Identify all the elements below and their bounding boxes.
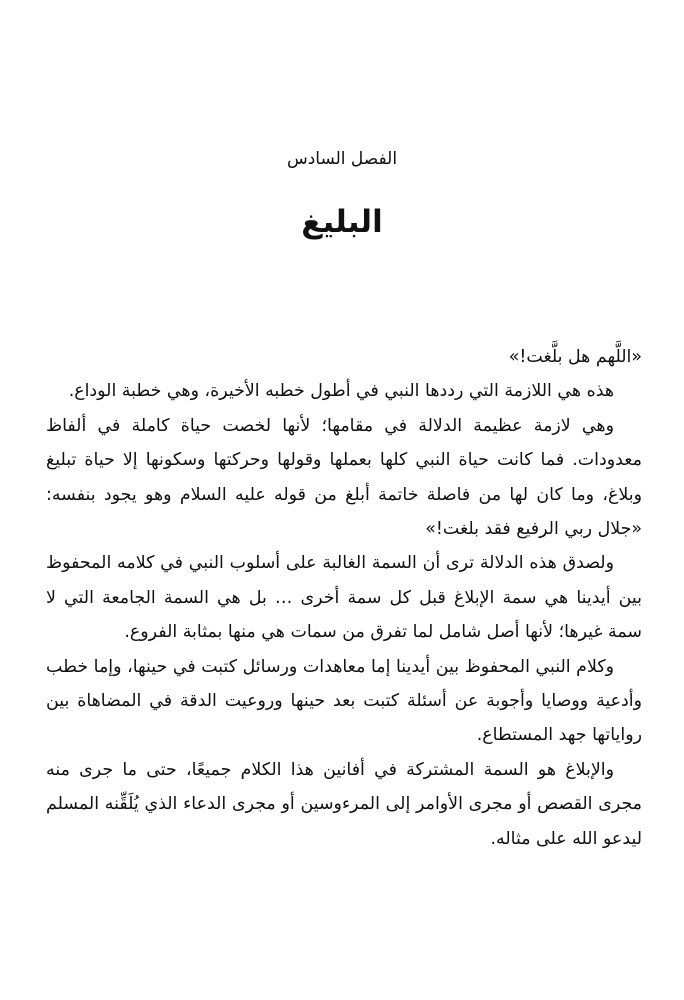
opening-quote: «اللَّهم هل بلَّغت!» <box>508 347 642 367</box>
paragraph: وهي لازمة عظيمة الدلالة في مقامها؛ لأنها لخصت حياة كاملة في ألفاظ معدودات. فما كانت حياة النبي كلها بعملها وقولها وحركتها وسكونها إلا حياة تبليغ وبلاغ، وما كان لها من فاصلة خاتمة أبلغ من قوله عليه السلام وهو يجود بنفسه: «جلال ربي الرفيع فقد بلغت!» <box>46 415 642 540</box>
paragraph: والإبلاغ هو السمة المشتركة في أفانين هذا الكلام جميعًا، حتى ما جرى منه مجرى القصص أو مجرى الأوامر إلى المرءوسين أو مجرى الدعاء الذي يُلَقِّنه المسلم ليدعو الله على مثاله. <box>46 759 642 849</box>
paragraph: وكلام النبي المحفوظ بين أيدينا إما معاهدات ورسائل كتبت في حينها، وإما خطب وأدعية ووصايا وأجوبة عن أسئلة كتبت بعد حينها وروعيت الدقة في المضاهاة بين رواياتها جهد المستطاع. <box>46 656 642 746</box>
paragraph: هذه هي اللازمة التي رددها النبي في أطول خطبه الأخيرة، وهي خطبة الوداع. <box>68 381 614 402</box>
chapter-body <box>46 340 642 856</box>
chapter-number: الفصل السادس <box>286 149 398 169</box>
paragraph: ولصدق هذه الدلالة ترى أن السمة الغالبة على أسلوب النبي في كلامه المحفوظ بين أيدينا هي سمة الإبلاغ قبل كل سمة أخرى … بل هي السمة الجامعة التي لا سمة غيرها؛ لأنها أصل شامل لما تفرق من سمات هي منها بمثابة الفروع. <box>46 553 642 643</box>
chapter-title: البليغ <box>301 204 383 240</box>
